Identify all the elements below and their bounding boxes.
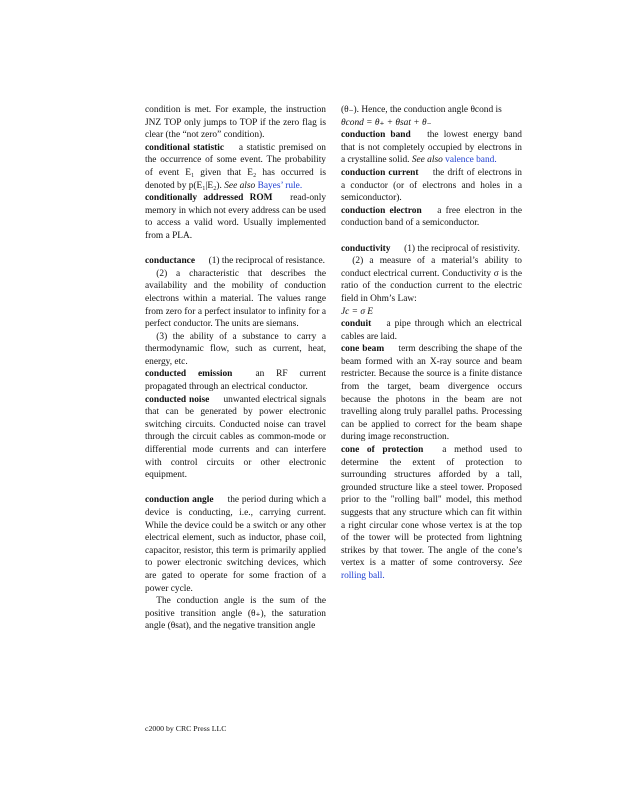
- see-also-label: See also: [411, 155, 443, 166]
- entry-conduction-electron: [341, 205, 522, 230]
- copyright-footer: c2000 by CRC Press LLC: [145, 724, 227, 733]
- entry-cone-beam: [341, 343, 522, 444]
- see-also-label: See also: [224, 180, 256, 191]
- term-cone-of-protection: cone of protection: [341, 445, 424, 456]
- definition-conditional-statistic: a statistic premised on the occurrence of some event. The probability of event E₁ given that E₂ has occurred is denoted by p(E₁|E₂).: [145, 142, 326, 191]
- equation-conduction-angle: θcond = θ₊ + θsat + θ₋: [341, 117, 432, 128]
- term-conditional-statistic: conditional statistic: [145, 142, 225, 153]
- term-conduction-band: conduction band: [341, 130, 411, 141]
- entry-conducted-emission: [145, 368, 326, 393]
- link-bayes-rule[interactable]: Bayes’ rule.: [257, 180, 303, 191]
- definition-conduction-band: the lowest energy band that is not completely occupied by electrons in a crystalline solid.: [341, 130, 522, 166]
- term-conductivity: conductivity: [341, 243, 391, 254]
- definition-conducted-emission: an RF current propagated through an electrical conductor.: [145, 369, 326, 393]
- definition-conduction-angle: the period during which a device is conducting, i.e., carrying current. While the device could be a switch or any other electrical element, such as inductor, phase coil, capacitor, resistor, this term is primarily applied to power electronic switching devices, which are gated to operate for some fraction of a power cycle.: [145, 495, 327, 594]
- definition-conduit: a pipe through which an electrical cables are laid.: [341, 319, 523, 342]
- entry-conditional-statistic: [145, 142, 326, 192]
- continued-text-right: (θ₋). Hence, the conduction angle θcond is: [341, 105, 502, 115]
- entry-conductance: [145, 255, 326, 368]
- definition-cone-of-protection: a method used to determine the extent of protection to surrounding structures afforded by a tall, grounded structure like a steel tower. Proposed prior to the "rolling ball" model, this method suggests that any structure which can fit within a right circular cone whose vertex is at the top of the tower will be protected from lightning strikes by that tower. The angle of the cone’s vertex is a matter of some controversy.: [341, 445, 523, 569]
- left-column: [145, 104, 326, 633]
- definition-cone-beam: term describing the shape of the beam formed with an X-ray source and beam restricter. Because the source is a finite distance from the target, beam divergence occurs because the photons in the beam are not travelling along truly parallel paths. Processing can be applied to correct for the beam shape during image reconstruction.: [341, 344, 522, 443]
- entry-conduit: [341, 318, 522, 343]
- see-label: See: [509, 558, 523, 569]
- term-conditionally-addressed-rom: conditionally addressed ROM: [145, 193, 273, 204]
- definition-conduction-electron: a free electron in the conduction band of a semiconductor.: [341, 205, 522, 229]
- definition-conductance-2: (2) a characteristic that describes the availability and the mobility of conduction electrons within a material. The values range from zero for a perfect insulator to infinity for a perfect conductor. The units are siemans.: [145, 268, 326, 330]
- term-conduction-current: conduction current: [341, 167, 419, 178]
- term-conductance: conductance: [145, 256, 195, 267]
- definition-conductivity-1: (1) the reciprocal of resistivity.: [404, 243, 520, 254]
- entry-conditionally-addressed-rom: [145, 192, 326, 242]
- definition-conduction-angle-2: The conduction angle is the sum of the positive transition angle (θ₊), the saturation angle (θsat), and the negative transition angle: [145, 596, 326, 632]
- definition-conductivity-2: (2) a measure of a material’s ability to conduct electrical current. Conductivity σ is the ratio of the conduction current to the electric field in Ohm’s Law:: [341, 256, 522, 304]
- term-conduction-angle: conduction angle: [145, 495, 214, 506]
- entry-conducted-noise: [145, 394, 326, 482]
- term-conduit: conduit: [341, 319, 372, 330]
- entry-conductivity: [341, 243, 522, 319]
- term-cone-beam: cone beam: [341, 344, 385, 355]
- definition-conditionally-addressed-rom: read-only memory in which not every address can be used to access a valid word. Usually implemented from a PLA.: [145, 193, 327, 241]
- entry-cone-of-protection: [341, 444, 522, 583]
- continued-text-left: condition is met. For example, the instruction JNZ TOP only jumps to TOP if the zero flag is clear (the “not zero” condition).: [145, 105, 326, 141]
- entry-conduction-band: [341, 129, 522, 167]
- link-rolling-ball[interactable]: rolling ball.: [341, 570, 385, 581]
- entry-conduction-current: [341, 167, 522, 205]
- definition-conductance-3: (3) the ability of a substance to carry a thermodynamic flow, such as current, heat, energy, etc.: [145, 331, 326, 367]
- link-valence-band[interactable]: valence band.: [445, 155, 497, 166]
- right-column: [341, 104, 522, 583]
- entry-conduction-angle: [145, 494, 326, 633]
- term-conduction-electron: conduction electron: [341, 205, 422, 216]
- definition-conducted-noise: unwanted electrical signals that can be generated by power electronic switching circuits. Conducted noise can travel through the circuit cables as common-mode or differential mode currents and can interfere with control circuits or other electronic equipment.: [145, 394, 326, 481]
- term-conducted-emission: conducted emission: [145, 369, 233, 380]
- definition-conductance-1: (1) the reciprocal of resistance.: [208, 256, 325, 267]
- equation-ohms-law: Jc = σ E: [341, 306, 374, 317]
- definition-conduction-current: the drift of electrons in a conductor (or of electrons and holes in a semiconductor).: [341, 167, 522, 204]
- term-conducted-noise: conducted noise: [145, 394, 210, 405]
